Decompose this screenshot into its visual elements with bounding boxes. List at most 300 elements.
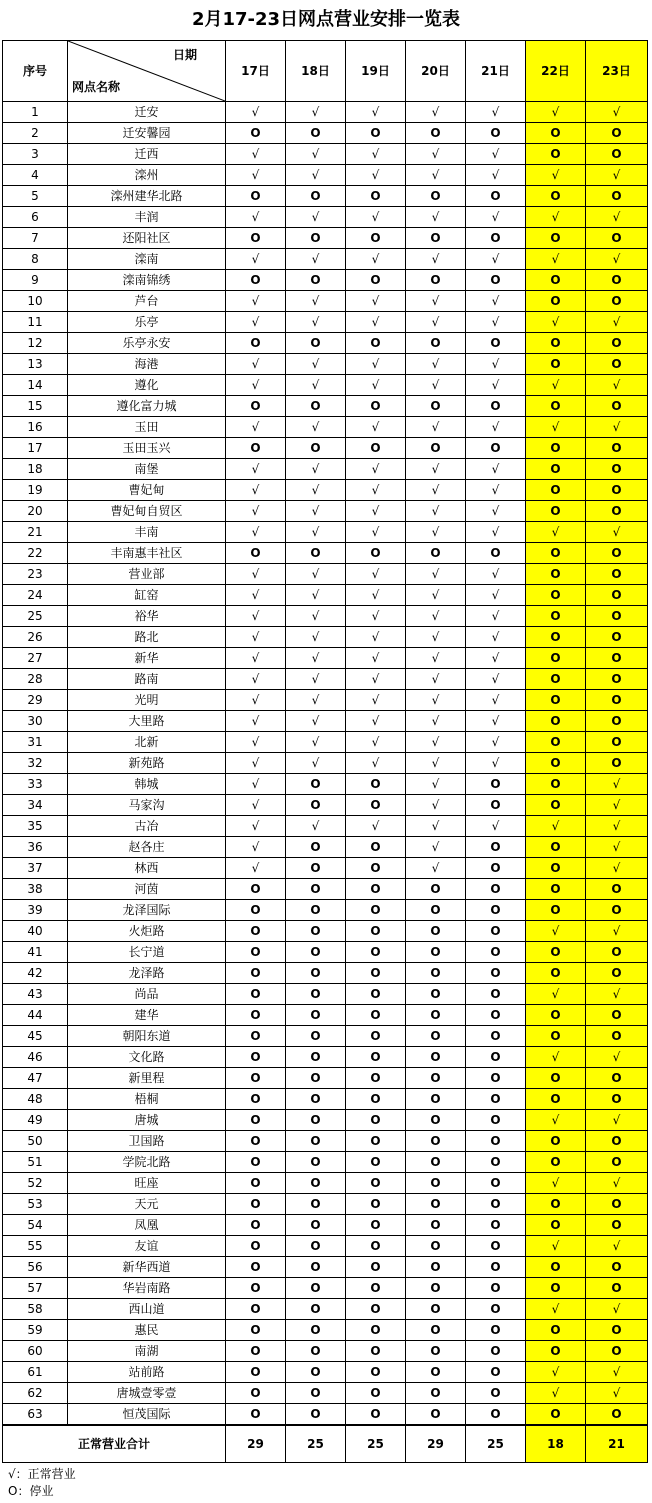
status-cell: O (346, 837, 406, 858)
table-row (3, 1278, 648, 1299)
status-cell: √ (406, 837, 466, 858)
total-value: 29 (406, 1425, 466, 1463)
header-row (3, 41, 648, 102)
status-cell: O (346, 942, 406, 963)
status-cell: O (466, 921, 526, 942)
row-number: 60 (3, 1341, 68, 1362)
branch-name: 丰南惠丰社区 (68, 543, 226, 564)
table-row (3, 102, 648, 123)
status-cell: O (226, 228, 286, 249)
status-cell: √ (286, 165, 346, 186)
day-header-18: 18日 (286, 41, 346, 102)
row-number: 25 (3, 606, 68, 627)
status-cell: O (586, 291, 648, 312)
status-cell: √ (286, 753, 346, 774)
status-cell: O (466, 333, 526, 354)
status-cell: O (586, 396, 648, 417)
status-cell: √ (406, 753, 466, 774)
status-cell: √ (586, 102, 648, 123)
status-cell: √ (466, 480, 526, 501)
branch-name: 迁安馨园 (68, 123, 226, 144)
status-cell: O (466, 795, 526, 816)
status-cell: O (286, 900, 346, 921)
branch-name: 学院北路 (68, 1152, 226, 1173)
status-cell: O (526, 459, 586, 480)
branch-name: 北新 (68, 732, 226, 753)
status-cell: √ (226, 858, 286, 879)
table-row (3, 564, 648, 585)
status-cell: √ (526, 249, 586, 270)
table-row (3, 543, 648, 564)
table-body (3, 41, 648, 1426)
status-cell: O (586, 543, 648, 564)
status-cell: O (586, 564, 648, 585)
status-cell: √ (406, 417, 466, 438)
status-cell: O (466, 837, 526, 858)
status-cell: O (346, 1299, 406, 1320)
status-cell: √ (286, 102, 346, 123)
status-cell: O (286, 774, 346, 795)
table-row (3, 144, 648, 165)
row-number: 32 (3, 753, 68, 774)
status-cell: O (526, 1026, 586, 1047)
status-cell: O (586, 1068, 648, 1089)
status-cell: √ (466, 375, 526, 396)
table-row (3, 900, 648, 921)
status-cell: O (466, 963, 526, 984)
status-cell: √ (586, 921, 648, 942)
status-cell: O (586, 900, 648, 921)
status-cell: √ (466, 291, 526, 312)
status-cell: √ (226, 627, 286, 648)
status-cell: O (346, 1047, 406, 1068)
status-cell: √ (286, 585, 346, 606)
row-number: 19 (3, 480, 68, 501)
status-cell: O (226, 1257, 286, 1278)
status-cell: √ (286, 627, 346, 648)
status-cell: √ (286, 522, 346, 543)
status-cell: √ (526, 1299, 586, 1320)
day-header-19: 19日 (346, 41, 406, 102)
table-row (3, 417, 648, 438)
status-cell: √ (346, 606, 406, 627)
status-cell: O (586, 333, 648, 354)
status-cell: √ (346, 669, 406, 690)
status-cell: O (586, 1005, 648, 1026)
status-cell: O (406, 963, 466, 984)
status-cell: O (346, 984, 406, 1005)
status-cell: O (286, 186, 346, 207)
status-cell: √ (406, 795, 466, 816)
status-cell: O (406, 543, 466, 564)
table-row (3, 942, 648, 963)
branch-name: 卫国路 (68, 1131, 226, 1152)
status-cell: O (586, 606, 648, 627)
status-cell: O (286, 1299, 346, 1320)
branch-name: 站前路 (68, 1362, 226, 1383)
table-row (3, 669, 648, 690)
status-cell: O (346, 1236, 406, 1257)
status-cell: O (286, 963, 346, 984)
status-cell: O (466, 1089, 526, 1110)
status-cell: √ (466, 102, 526, 123)
day-header-21: 21日 (466, 41, 526, 102)
legend-closed: O：停业 (8, 1484, 54, 1498)
status-cell: √ (226, 648, 286, 669)
branch-name: 丰南 (68, 522, 226, 543)
status-cell: √ (466, 648, 526, 669)
status-cell: √ (286, 249, 346, 270)
row-number: 37 (3, 858, 68, 879)
status-cell: √ (226, 669, 286, 690)
table-row (3, 1110, 648, 1131)
status-cell: O (406, 438, 466, 459)
status-cell: √ (226, 711, 286, 732)
branch-name: 建华 (68, 1005, 226, 1026)
branch-name: 芦台 (68, 291, 226, 312)
status-cell: O (586, 585, 648, 606)
row-number: 48 (3, 1089, 68, 1110)
status-cell: O (526, 732, 586, 753)
status-cell: O (526, 396, 586, 417)
status-cell: √ (226, 690, 286, 711)
branch-name: 友谊 (68, 1236, 226, 1257)
row-number: 9 (3, 270, 68, 291)
status-cell: √ (346, 165, 406, 186)
status-cell: √ (586, 795, 648, 816)
status-cell: O (406, 984, 466, 1005)
status-cell: O (286, 333, 346, 354)
status-cell: √ (226, 354, 286, 375)
status-cell: O (226, 900, 286, 921)
status-cell: O (526, 774, 586, 795)
row-number: 62 (3, 1383, 68, 1404)
row-number: 35 (3, 816, 68, 837)
branch-name: 滦南 (68, 249, 226, 270)
status-cell: O (346, 1257, 406, 1278)
status-cell: O (586, 690, 648, 711)
status-cell: √ (226, 522, 286, 543)
branch-name: 华岩南路 (68, 1278, 226, 1299)
status-cell: √ (286, 312, 346, 333)
status-cell: O (466, 438, 526, 459)
total-value: 25 (286, 1425, 346, 1463)
status-cell: O (346, 1152, 406, 1173)
row-number: 31 (3, 732, 68, 753)
status-cell: O (526, 711, 586, 732)
status-cell: O (586, 501, 648, 522)
total-value: 29 (226, 1425, 286, 1463)
status-cell: √ (586, 417, 648, 438)
status-cell: √ (466, 417, 526, 438)
status-cell: √ (406, 459, 466, 480)
table-row (3, 585, 648, 606)
status-cell: O (586, 1278, 648, 1299)
status-cell: √ (586, 837, 648, 858)
status-cell: √ (226, 585, 286, 606)
status-cell: √ (586, 312, 648, 333)
status-cell: O (526, 648, 586, 669)
row-number: 55 (3, 1236, 68, 1257)
branch-name: 新里程 (68, 1068, 226, 1089)
status-cell: √ (586, 1362, 648, 1383)
status-cell: √ (406, 669, 466, 690)
status-cell: O (526, 186, 586, 207)
status-cell: √ (286, 564, 346, 585)
table-row (3, 501, 648, 522)
table-row (3, 1068, 648, 1089)
table-title: 2月17-23日网点营业安排一览表 (191, 9, 461, 30)
status-cell: √ (346, 648, 406, 669)
branch-name: 海港 (68, 354, 226, 375)
status-cell: √ (586, 1299, 648, 1320)
table-row (3, 459, 648, 480)
row-number: 10 (3, 291, 68, 312)
status-cell: √ (286, 669, 346, 690)
row-number: 47 (3, 1068, 68, 1089)
status-cell: O (286, 1005, 346, 1026)
status-cell: √ (226, 165, 286, 186)
status-cell: O (466, 1257, 526, 1278)
total-value: 21 (586, 1425, 648, 1463)
status-cell: O (406, 270, 466, 291)
row-number: 50 (3, 1131, 68, 1152)
branch-name: 新华 (68, 648, 226, 669)
total-value: 25 (346, 1425, 406, 1463)
status-cell: O (346, 774, 406, 795)
status-cell: O (226, 1320, 286, 1341)
status-cell: O (586, 627, 648, 648)
status-cell: √ (406, 102, 466, 123)
row-number: 49 (3, 1110, 68, 1131)
status-cell: O (286, 1110, 346, 1131)
status-cell: √ (226, 249, 286, 270)
status-cell: O (286, 1215, 346, 1236)
status-cell: √ (286, 711, 346, 732)
row-number: 41 (3, 942, 68, 963)
status-cell: √ (286, 480, 346, 501)
status-cell: O (346, 1383, 406, 1404)
status-cell: √ (226, 144, 286, 165)
branch-name: 天元 (68, 1194, 226, 1215)
status-cell: O (466, 1278, 526, 1299)
branch-name: 路北 (68, 627, 226, 648)
branch-name: 韩城 (68, 774, 226, 795)
status-cell: √ (466, 312, 526, 333)
status-cell: √ (406, 291, 466, 312)
status-cell: O (586, 270, 648, 291)
status-cell: O (286, 837, 346, 858)
status-cell: √ (406, 564, 466, 585)
status-cell: O (406, 1341, 466, 1362)
status-cell: O (406, 921, 466, 942)
branch-name: 滦州 (68, 165, 226, 186)
status-cell: O (406, 1404, 466, 1426)
branch-name: 马家沟 (68, 795, 226, 816)
status-cell: √ (526, 1236, 586, 1257)
status-cell: O (286, 1047, 346, 1068)
status-cell: O (586, 1404, 648, 1426)
table-row (3, 1383, 648, 1404)
branch-name: 南堡 (68, 459, 226, 480)
status-cell: O (406, 1362, 466, 1383)
seq-header: 序号 (3, 41, 68, 102)
status-cell: O (466, 186, 526, 207)
table-row (3, 1236, 648, 1257)
legend-open: √：正常营业 (8, 1467, 76, 1481)
status-cell: O (466, 984, 526, 1005)
status-cell: O (226, 1152, 286, 1173)
status-cell: O (286, 123, 346, 144)
status-cell: √ (286, 816, 346, 837)
table-row (3, 1341, 648, 1362)
row-number: 2 (3, 123, 68, 144)
status-cell: O (466, 942, 526, 963)
status-cell: √ (346, 312, 406, 333)
status-cell: O (226, 1404, 286, 1426)
row-number: 53 (3, 1194, 68, 1215)
status-cell: √ (526, 417, 586, 438)
status-cell: O (526, 1152, 586, 1173)
status-cell: √ (406, 774, 466, 795)
status-cell: √ (466, 144, 526, 165)
status-cell: O (406, 1131, 466, 1152)
status-cell: O (586, 1194, 648, 1215)
status-cell: O (346, 1341, 406, 1362)
status-cell: √ (406, 858, 466, 879)
status-cell: O (226, 963, 286, 984)
branch-name: 滦州建华北路 (68, 186, 226, 207)
status-cell: √ (286, 459, 346, 480)
branch-name: 遵化 (68, 375, 226, 396)
status-cell: O (226, 543, 286, 564)
status-cell: √ (466, 522, 526, 543)
table-row (3, 186, 648, 207)
table-row (3, 165, 648, 186)
status-cell: √ (526, 165, 586, 186)
status-cell: √ (346, 732, 406, 753)
status-cell: √ (586, 1110, 648, 1131)
status-cell: √ (466, 501, 526, 522)
branch-name: 龙泽国际 (68, 900, 226, 921)
status-cell: O (346, 858, 406, 879)
branch-name: 路南 (68, 669, 226, 690)
table-row (3, 1299, 648, 1320)
branch-name: 玉田玉兴 (68, 438, 226, 459)
status-cell: √ (526, 1362, 586, 1383)
status-cell: O (526, 669, 586, 690)
status-cell: O (466, 1068, 526, 1089)
status-cell: √ (586, 249, 648, 270)
branch-name: 大里路 (68, 711, 226, 732)
total-label: 正常营业合计 (3, 1425, 226, 1463)
table-row (3, 1005, 648, 1026)
status-cell: O (526, 606, 586, 627)
branch-name: 还阳社区 (68, 228, 226, 249)
status-cell: O (346, 1089, 406, 1110)
status-cell: O (586, 480, 648, 501)
status-cell: O (466, 1215, 526, 1236)
status-cell: O (406, 186, 466, 207)
status-cell: O (286, 858, 346, 879)
status-cell: O (346, 333, 406, 354)
status-cell: √ (346, 753, 406, 774)
total-row (3, 1425, 648, 1463)
status-cell: √ (526, 375, 586, 396)
table-row (3, 270, 648, 291)
table-row (3, 123, 648, 144)
diagonal-header-cell (68, 41, 226, 102)
schedule-table (2, 40, 648, 1463)
status-cell: √ (286, 354, 346, 375)
status-cell: O (346, 186, 406, 207)
status-cell: O (466, 774, 526, 795)
status-cell: O (286, 543, 346, 564)
row-number: 24 (3, 585, 68, 606)
status-cell: √ (406, 375, 466, 396)
status-cell: O (226, 1236, 286, 1257)
status-cell: √ (526, 1110, 586, 1131)
status-cell: √ (226, 732, 286, 753)
status-cell: O (346, 228, 406, 249)
status-cell: O (586, 1152, 648, 1173)
status-cell: O (226, 270, 286, 291)
table-row (3, 1047, 648, 1068)
status-cell: O (286, 438, 346, 459)
name-header: 网点名称 (72, 80, 121, 94)
status-cell: O (286, 1257, 346, 1278)
status-cell: √ (286, 144, 346, 165)
status-cell: O (346, 879, 406, 900)
status-cell: O (586, 732, 648, 753)
branch-name: 尚品 (68, 984, 226, 1005)
status-cell: √ (346, 249, 406, 270)
row-number: 22 (3, 543, 68, 564)
status-cell: O (466, 1404, 526, 1426)
status-cell: O (346, 1131, 406, 1152)
status-cell: O (526, 354, 586, 375)
status-cell: √ (406, 249, 466, 270)
status-cell: O (466, 1194, 526, 1215)
table-row (3, 984, 648, 1005)
status-cell: O (526, 144, 586, 165)
branch-name: 恒茂国际 (68, 1404, 226, 1426)
status-cell: √ (226, 606, 286, 627)
status-cell: √ (406, 144, 466, 165)
status-cell: O (406, 1005, 466, 1026)
branch-name: 旺座 (68, 1173, 226, 1194)
status-cell: √ (406, 648, 466, 669)
status-cell: O (286, 795, 346, 816)
status-cell: √ (226, 207, 286, 228)
status-cell: √ (466, 459, 526, 480)
branch-name: 梧桐 (68, 1089, 226, 1110)
row-number: 61 (3, 1362, 68, 1383)
status-cell: O (286, 228, 346, 249)
status-cell: √ (466, 732, 526, 753)
status-cell: O (346, 1194, 406, 1215)
status-cell: O (526, 480, 586, 501)
status-cell: √ (346, 690, 406, 711)
status-cell: O (586, 669, 648, 690)
row-number: 20 (3, 501, 68, 522)
status-cell: O (286, 396, 346, 417)
status-cell: √ (346, 585, 406, 606)
table-row (3, 1320, 648, 1341)
status-cell: O (586, 228, 648, 249)
status-cell: O (286, 1194, 346, 1215)
status-cell: O (406, 1110, 466, 1131)
